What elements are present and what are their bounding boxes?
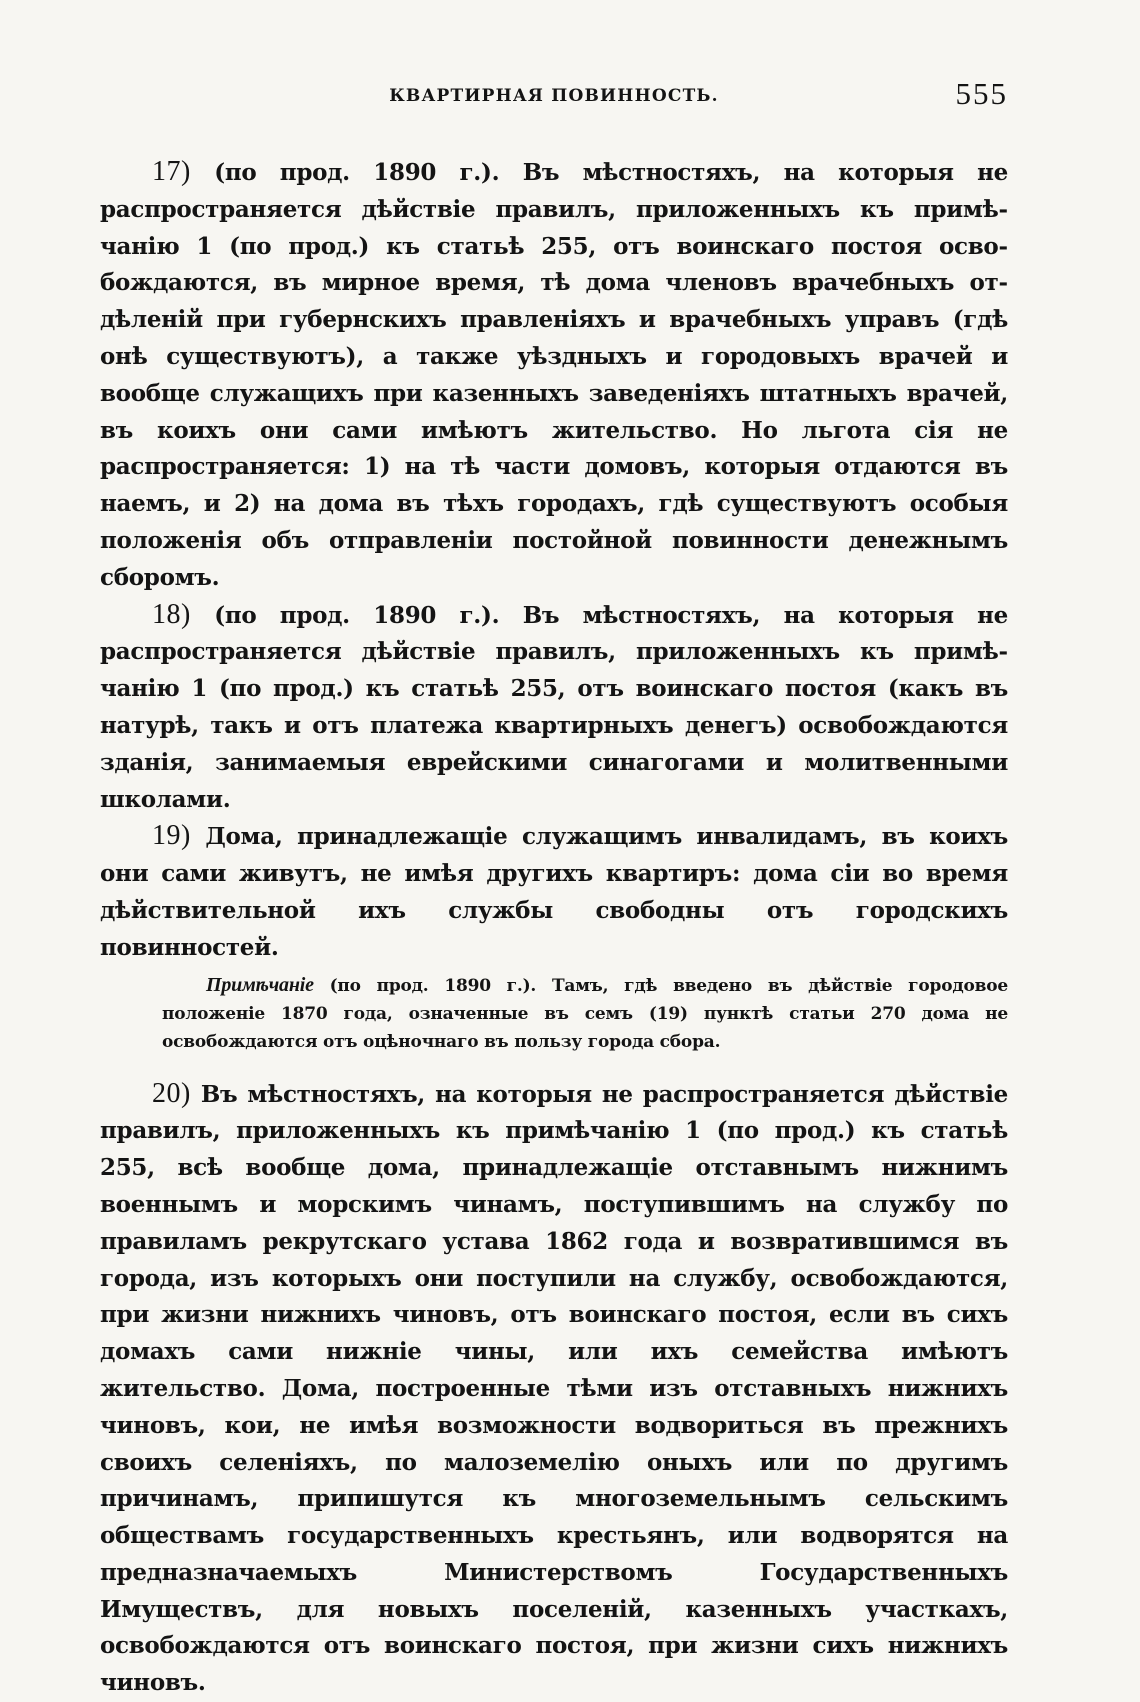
paragraph-text: (по прод. 1890 г.). Въ мѣстностяхъ, на которыя не распространяется дѣйствіе правилъ, приложенныхъ къ примѣчанію 1 (по прод.) къ статьѣ 255, отъ воинскаго постоя освобождаются, въ мирное время, тѣ дома членовъ врачебныхъ отдѣленій при губернскихъ правленіяхъ и врачебныхъ управъ (гдѣ онѣ существуютъ), а также уѣздныхъ и городовыхъ врачей и вообще служащихъ при казенныхъ заведеніяхъ штатныхъ врачей, въ коихъ они сами имѣютъ жительство. Но льгота сія не распространяется: 1) на тѣ части домовъ, которыя отдаются въ наемъ, и 2) на дома въ тѣхъ городахъ, гдѣ существуютъ особыя положенія объ отправленіи постойной повинности денежнымъ сборомъ. [100, 159, 1008, 591]
note-text: (по прод. 1890 г.). Тамъ, гдѣ введено въ дѣйствіе городовое положеніе 1870 года, означенные въ семъ (19) пунктѣ статьи 270 дома не освобождаются отъ оцѣночнаго въ пользу города сбора. [162, 975, 1008, 1052]
paragraph-number: 20) [152, 1077, 191, 1109]
running-title: КВАРТИРНАЯ ПОВИННОСТЬ. [389, 86, 719, 106]
note-block [162, 971, 1008, 1056]
page-number: 555 [955, 76, 1008, 111]
note-label: Примѣчаніе [206, 973, 314, 996]
paragraph-number: 18) [152, 598, 191, 630]
paragraph-text: Въ мѣстностяхъ, на которыя не распространяется дѣйствіе правилъ, приложенныхъ къ примѣчанію 1 (по прод.) къ статьѣ 255, всѣ вообще дома, принадлежащіе отставнымъ нижнимъ военнымъ и морскимъ чинамъ, поступившимъ на службу по правиламъ рекрутскаго устава 1862 года и возвратившимся въ города, изъ которыхъ они поступили на службу, освобождаются, при жизни нижнихъ чиновъ, отъ воинскаго постоя, если въ сихъ домахъ сами нижніе чины, или ихъ семейства имѣютъ жительство. Дома, построенные тѣми изъ отставныхъ нижнихъ чиновъ, кои, не имѣя возможности водвориться въ прежнихъ своихъ селеніяхъ, по малоземелію оныхъ или по другимъ причинамъ, припишутся къ многоземельнымъ сельскимъ обществамъ государственныхъ крестьянъ, или водворятся на предназначаемыхъ Министерствомъ Государственныхъ Имуществъ, для новыхъ поселеній, казенныхъ участкахъ, освобождаются отъ воинскаго постоя, при жизни сихъ нижнихъ чиновъ. [100, 1080, 1008, 1697]
paragraph-18 [100, 597, 1008, 819]
paragraph-19 [100, 818, 1008, 966]
paragraph-20 [100, 1076, 1008, 1702]
paragraph-number: 19) [152, 820, 191, 852]
book-page [100, 72, 1008, 1702]
paragraph-number: 17) [152, 156, 191, 187]
running-header [100, 72, 1008, 112]
paragraph-text: (по прод. 1890 г.). Въ мѣстностяхъ, на которыя не распространяется дѣйствіе правилъ, приложенныхъ къ примѣчанію 1 (по прод.) къ статьѣ 255, отъ воинскаго постоя (какъ въ натурѣ, такъ и отъ платежа квартирныхъ денегъ) освобождаются зданія, занимаемыя еврейскими синагогами и молитвенными школами. [100, 601, 1008, 813]
paragraph-17 [100, 154, 1008, 597]
body-text [100, 154, 1008, 1702]
paragraph-text: Дома, принадлежащіе служащимъ инвалидамъ, въ коихъ они сами живутъ, не имѣя другихъ квартиръ: дома сіи во время дѣйствительной ихъ службы свободны отъ городскихъ повинностей. [100, 823, 1008, 961]
